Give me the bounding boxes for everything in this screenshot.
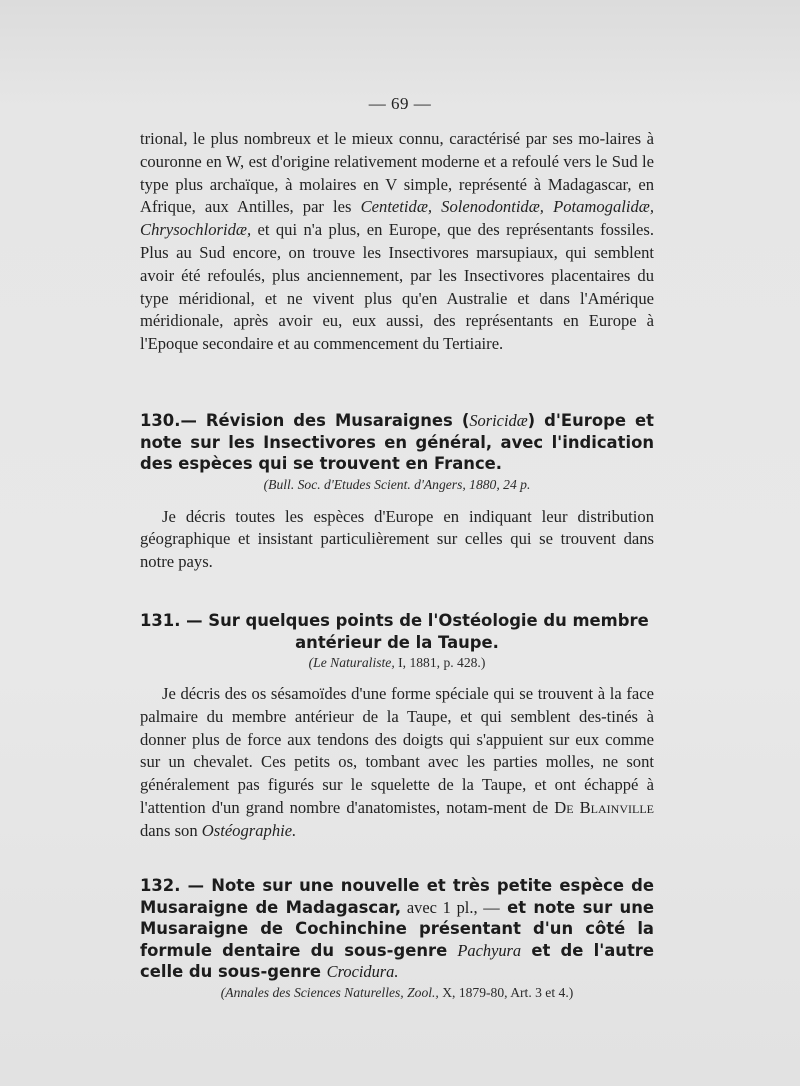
family-centetidae: Centetidæ,	[360, 197, 433, 217]
family-chrysochloridae: Chrysochloridæ,	[140, 220, 252, 240]
heading-italic: Soricidæ	[469, 411, 528, 430]
heading-text: — Sur quelques points de l'Ostéologie du membre	[186, 611, 649, 630]
section-131-text: dans son	[140, 820, 202, 840]
heading-italic: Pachyura	[457, 940, 522, 960]
intro-paragraph	[140, 128, 654, 356]
intro-text-2: et qui n'a plus, en Europe, que des représentants fossiles. Plus au Sud encore, on trouve les Insectivores marsupiaux, qui semblent avoir été refoulés, plus anciennement, par les Insectivores placentaires du type méridional, et ne vivent plus qu'en Australie et dans l'Amérique méridionale, après avoir eu, eux aussi, des représentants en Europe à l'Epoque secondaire et au commencement du Tertiaire.	[140, 220, 654, 354]
section-131-citation	[140, 655, 654, 671]
author-name: De Blainville	[554, 797, 654, 817]
citation-source: (Le Naturaliste,	[308, 655, 395, 670]
section-130	[140, 410, 654, 574]
section-130-citation: (Bull. Soc. d'Etudes Scient. d'Angers, 1880, 24 p.	[263, 476, 531, 492]
work-title: Ostéographie.	[201, 820, 297, 840]
heading-text: — Révision des Musaraignes (	[180, 411, 470, 430]
section-132	[140, 875, 654, 1001]
citation-source: (Annales des Sciences Naturelles, Zool.,	[220, 984, 439, 1000]
citation-ref: X, 1879-80, Art. 3 et 4.)	[438, 984, 574, 1000]
section-130-text: Je décris toutes les espèces d'Europe en indiquant leur distribution géographique et insistant particulièrement sur celles qui se trouvent dans notre pays.	[140, 506, 654, 572]
section-131-body	[140, 683, 654, 843]
section-131-text: Je décris des os sésamoïdes d'une forme spéciale qui se trouvent à la face palmaire du membre antérieur de la Taupe, et qui semblent des-tinés à donner plus de force aux tendons des doigts qui s'appuient sur eux comme sur un chevalet. Ces petits os, tombant avec les parties molles, ne sont généralement pas figurés sur le squelette de la Taupe, et ont échappé à l'attention d'un grand nombre d'anatomistes, notam-ment de	[140, 684, 654, 817]
heading-text: antérieur de la Taupe.	[295, 632, 499, 652]
section-132-citation	[140, 985, 654, 1001]
family-solenodontidae: Solenodontidæ,	[441, 197, 544, 217]
heading-text: et de l'autre celle du sous-genre	[140, 940, 654, 981]
section-130-heading	[140, 410, 654, 475]
heading-text: et note sur une Musaraigne de Cochinchine présentant d'un côté la formule dentaire du sous-genre	[140, 897, 654, 960]
section-130-body	[140, 506, 654, 574]
section-131	[140, 610, 654, 843]
page-number: — 69 —	[368, 94, 432, 113]
citation-ref: I, 1881, p. 428.)	[394, 655, 486, 670]
section-number: 130.	[140, 411, 181, 430]
section-number: 131.	[140, 611, 181, 630]
heading-plate-note: avec 1 pl., —	[401, 897, 500, 917]
section-132-heading	[140, 875, 654, 983]
heading-text: ) d'Europe et note sur les Insectivores en général, avec l'indication des espèces qui se trouvent en France.	[140, 411, 654, 473]
section-131-heading	[140, 610, 654, 653]
heading-italic: Crocidura.	[326, 962, 399, 981]
heading-text: — Note sur une nouvelle et très petite espèce de Musaraigne de Madagascar,	[140, 876, 654, 917]
section-number: 132.	[140, 876, 181, 895]
family-potamogalidae: Potamogalidæ,	[553, 197, 655, 217]
intro-text-1: trional, le plus nombreux et le mieux connu, caractérisé par ses mo-laires à couronne en W, est d'origine relativement moderne et a refoulé vers le Sud le type plus archaïque, à molaires en V simple, représenté à Madagascar, en Afrique, aux Antilles, par les	[140, 129, 654, 217]
